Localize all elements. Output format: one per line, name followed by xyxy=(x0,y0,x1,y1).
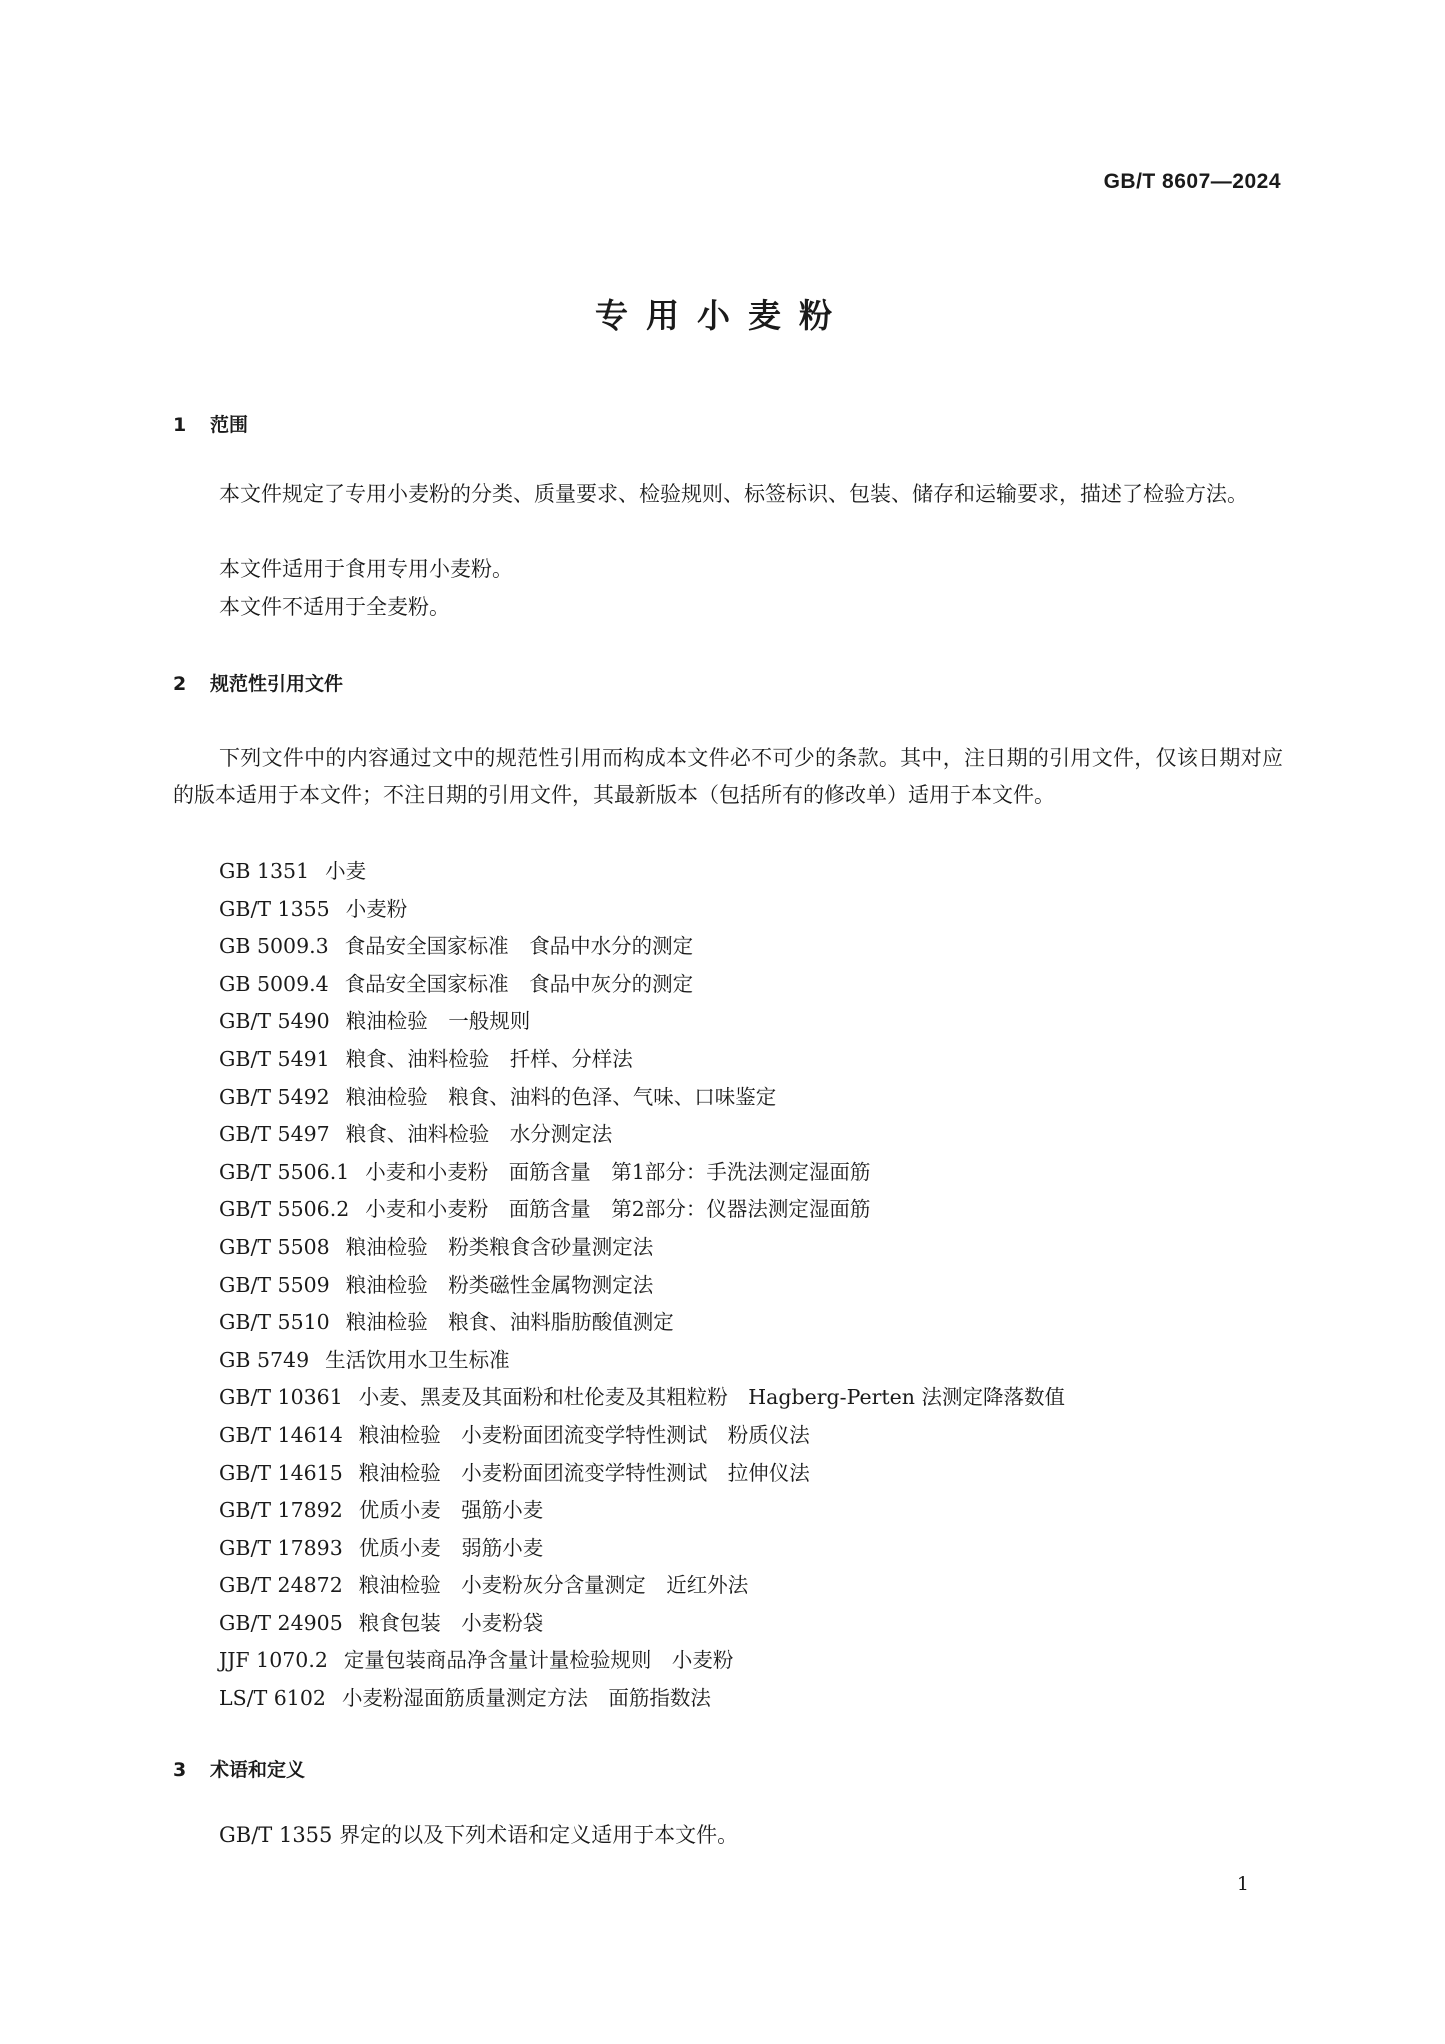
reference-code: GB/T 1355 xyxy=(219,896,330,921)
reference-code: GB/T 14614 xyxy=(219,1422,343,1447)
reference-title: 粮油检验 一般规则 xyxy=(345,1009,531,1034)
reference-item xyxy=(219,966,1065,1004)
section-title: 范围 xyxy=(210,414,249,436)
reference-title: 粮食、油料检验 水分测定法 xyxy=(345,1122,613,1147)
reference-title: 粮油检验 小麦粉灰分含量测定 近红外法 xyxy=(358,1573,749,1598)
reference-code: GB/T 5510 xyxy=(219,1310,330,1335)
reference-code: LS/T 6102 xyxy=(219,1686,326,1711)
reference-item xyxy=(219,1041,1065,1079)
reference-title: 粮油检验 粉类粮食含砂量测定法 xyxy=(345,1234,654,1259)
reference-code: GB/T 5509 xyxy=(219,1272,330,1297)
reference-code: GB 5009.4 xyxy=(219,971,329,996)
reference-item xyxy=(219,1304,1065,1342)
reference-code: GB/T 14615 xyxy=(219,1460,343,1485)
section-title: 术语和定义 xyxy=(210,1759,306,1781)
standard-code: GB/T 8607—2024 xyxy=(1103,170,1281,193)
reference-item xyxy=(219,1342,1065,1380)
reference-item xyxy=(219,1605,1065,1643)
section-title: 规范性引用文件 xyxy=(210,673,344,695)
reference-title: 食品安全国家标准 食品中灰分的测定 xyxy=(344,971,694,996)
reference-code: GB/T 5491 xyxy=(219,1046,330,1071)
reference-list xyxy=(219,853,1065,1718)
reference-code: GB/T 5506.2 xyxy=(219,1197,350,1222)
section-3-paragraph-1: GB/T 1355 界定的以及下列术语和定义适用于本文件。 xyxy=(219,1823,739,1847)
reference-title: 小麦 xyxy=(325,859,367,883)
reference-code: GB/T 5490 xyxy=(219,1009,330,1034)
reference-code: GB/T 24872 xyxy=(219,1573,343,1598)
reference-item xyxy=(219,1191,1065,1229)
reference-item xyxy=(219,1417,1065,1455)
reference-title: 小麦和小麦粉 面筋含量 第1部分：手洗法测定湿面筋 xyxy=(365,1159,871,1184)
reference-item xyxy=(219,1267,1065,1305)
reference-item xyxy=(219,1492,1065,1530)
reference-code: GB/T 10361 xyxy=(219,1385,343,1410)
section-number: 2 xyxy=(173,673,187,695)
reference-title: 粮油检验 粮食、油料的色泽、气味、口味鉴定 xyxy=(345,1084,777,1109)
reference-title: 粮油检验 粮食、油料脂肪酸值测定 xyxy=(345,1310,674,1335)
reference-code: JJF 1070.2 xyxy=(219,1648,328,1673)
section-number: 1 xyxy=(173,414,187,436)
reference-title: 小麦、黑麦及其面粉和杜伦麦及其粗粒粉 Hagberg-Perten 法测定降落数值 xyxy=(358,1385,1065,1410)
reference-code: GB/T 17892 xyxy=(219,1498,343,1523)
reference-code: GB/T 5497 xyxy=(219,1122,330,1147)
reference-code: GB/T 5492 xyxy=(219,1084,330,1109)
reference-code: GB 5749 xyxy=(219,1347,310,1372)
reference-item xyxy=(219,1229,1065,1267)
reference-item xyxy=(219,853,1065,891)
document-title: 专用小麦粉 xyxy=(595,296,850,335)
reference-item xyxy=(219,1530,1065,1568)
reference-code: GB/T 24905 xyxy=(219,1610,343,1635)
reference-title: 粮油检验 小麦粉面团流变学特性测试 拉伸仪法 xyxy=(358,1460,810,1485)
reference-item xyxy=(219,1079,1065,1117)
section-2-paragraph-1: 下列文件中的内容通过文中的规范性引用而构成本文件必不可少的条款。其中，注日期的引用文件，仅该日期对应的版本适用于本文件；不注日期的引用文件，其最新版本（包括所有的修改单）适用于本文件。 xyxy=(173,746,1283,807)
reference-code: GB/T 5508 xyxy=(219,1234,330,1259)
reference-item xyxy=(219,891,1065,929)
section-3-heading xyxy=(173,1755,305,1782)
reference-item xyxy=(219,1379,1065,1417)
reference-item xyxy=(219,1567,1065,1605)
section-2-heading xyxy=(173,669,343,696)
reference-item xyxy=(219,1455,1065,1493)
reference-item xyxy=(219,1116,1065,1154)
reference-title: 粮油检验 粉类磁性金属物测定法 xyxy=(345,1272,654,1297)
reference-item xyxy=(219,1003,1065,1041)
reference-title: 小麦粉 xyxy=(345,896,408,921)
section-1-paragraph-2: 本文件适用于食用专用小麦粉。 xyxy=(219,557,513,581)
reference-item xyxy=(219,928,1065,966)
reference-title: 粮食包装 小麦粉袋 xyxy=(358,1610,544,1635)
reference-code: GB 1351 xyxy=(219,859,310,883)
reference-title: 优质小麦 弱筋小麦 xyxy=(358,1535,544,1560)
reference-code: GB/T 5506.1 xyxy=(219,1159,350,1184)
reference-title: 粮食、油料检验 扦样、分样法 xyxy=(345,1046,633,1071)
reference-item xyxy=(219,1680,1065,1718)
reference-item xyxy=(219,1642,1065,1680)
reference-title: 小麦和小麦粉 面筋含量 第2部分：仪器法测定湿面筋 xyxy=(365,1197,871,1222)
reference-title: 生活饮用水卫生标准 xyxy=(325,1347,510,1372)
reference-title: 小麦粉湿面筋质量测定方法 面筋指数法 xyxy=(341,1686,711,1711)
section-1-paragraph-3: 本文件不适用于全麦粉。 xyxy=(219,595,450,619)
reference-title: 粮油检验 小麦粉面团流变学特性测试 粉质仪法 xyxy=(358,1422,810,1447)
reference-title: 优质小麦 强筋小麦 xyxy=(358,1498,544,1523)
section-number: 3 xyxy=(173,1759,187,1781)
page-number: 1 xyxy=(1236,1873,1249,1895)
reference-code: GB 5009.3 xyxy=(219,934,329,959)
section-1-heading xyxy=(173,410,248,437)
reference-title: 食品安全国家标准 食品中水分的测定 xyxy=(344,934,694,959)
reference-code: GB/T 17893 xyxy=(219,1535,343,1560)
section-1-paragraph-1: 本文件规定了专用小麦粉的分类、质量要求、检验规则、标签标识、包装、储存和运输要求，描述了检验方法。 xyxy=(219,482,1248,506)
reference-title: 定量包装商品净含量计量检验规则 小麦粉 xyxy=(343,1648,734,1673)
reference-item xyxy=(219,1154,1065,1192)
